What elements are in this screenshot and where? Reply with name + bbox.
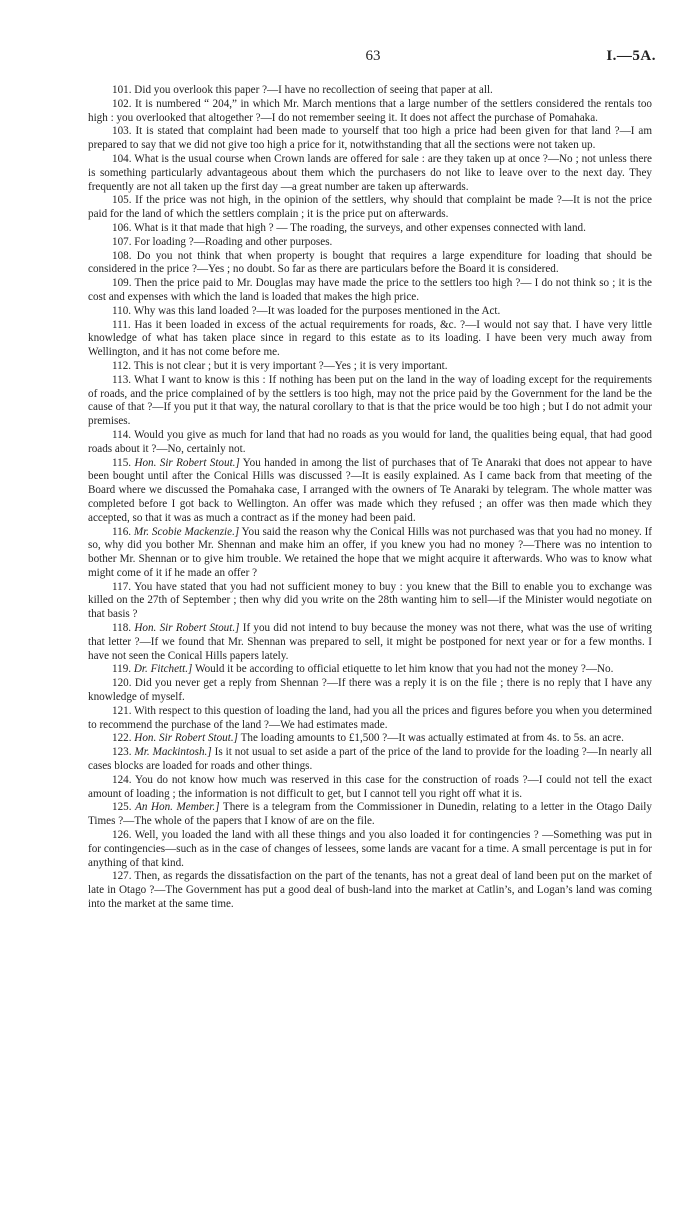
question-number: 110. <box>112 304 132 317</box>
paragraph-text: Has it been loaded in excess of the actual requirements for roads, &c. ?—I would not say that. I have very little knowledge of what has taken place since in regard to this estate as to its loading. I have been very much away from Wellington, and it has not come before me. <box>88 318 652 359</box>
question-number: 111. <box>112 318 131 331</box>
question-paragraph <box>88 526 652 581</box>
speaker-name: Hon. Sir Robert Stout.] <box>134 622 240 635</box>
paragraph-text: Then, as regards the dissatisfaction on the part of the tenants, has not a great deal of land been put on the market of late in Otago ?—The Government has put a good deal of bush-land into the market at Catlin’s, and Logan’s land was coming into the market at the same time. <box>88 870 652 911</box>
question-number: 112. <box>112 359 132 372</box>
question-number: 120. <box>112 677 132 690</box>
paragraph-text: You said the reason why the Conical Hills was not purchased was that you had no money. If so, why did you bother Mr. Shennan and make him an offer, if you knew you had no money ?—There was no intention to bother Mr. Shennan or to give him trouble. We retained the hope that we might acquire it afterwards. Who was to know what might come of it if he made an offer ? <box>88 525 653 579</box>
question-number: 118. <box>112 622 132 635</box>
paragraph-text: Did you never get a reply from Shennan ?—If there was a reply it is on the file ; there is no reply that I have any knowledge of myself. <box>88 677 652 704</box>
paragraph-text: If you did not intend to buy because the money was not there, what was the use of writing that letter ?—If we found that Mr. Shennan was prepared to sell, it might be postponed for next year or for a few months. I have not seen the Conical Hills papers lately. <box>88 622 652 662</box>
paragraph-text: The loading amounts to £1,500 ?—It was actually estimated at from 4s. to 5s. an acre. <box>240 732 624 745</box>
question-number: 122. <box>112 732 132 745</box>
question-number: 127. <box>112 870 132 883</box>
question-paragraph <box>88 829 652 870</box>
question-number: 117. <box>112 580 132 593</box>
question-number: 123. <box>112 746 132 759</box>
paragraph-text: You handed in among the list of purchases that of Te Anaraki that does not appear to have been bought until after the Conical Hills was discussed ?—It is easily explained. As I came back from that meeting of the Board where we discussed the Pomahaka case, I arranged with the owners of Te Anaraki by telegram. The whole matter was completed before I got back to Wellington. An offer was made which they refused ; an offer was then made which they accepted, so that it was as much a contract as if the money had been paid. <box>88 456 653 524</box>
question-number: 114. <box>112 428 132 441</box>
question-paragraph <box>88 705 652 733</box>
paragraph-text: What is it that made that high ? — The roading, the surveys, and other expenses connected with land. <box>134 221 586 234</box>
question-paragraph <box>88 374 652 429</box>
paragraph-text: Do you not think that when property is bought that requires a large expenditure for loading that should be considered in the price ?—Yes ; no doubt. So far as there are particulars before the Board it is considered. <box>88 249 652 276</box>
paragraph-text: You have stated that you had not sufficient money to buy : you knew that the Bill to enable you to exchange was killed on the 27th of September ; then why did you write on the 28th wanting him to sell—if the Minister would negotiate on that basis ? <box>88 580 653 621</box>
paragraph-text: For loading ?—Roading and other purposes. <box>134 235 333 248</box>
speaker-name: Mr. Scobie Mackenzie.] <box>133 525 240 538</box>
question-number: 103. <box>112 125 132 138</box>
question-paragraph <box>88 236 652 250</box>
question-paragraph <box>88 360 652 374</box>
question-paragraph <box>88 153 652 194</box>
question-number: 119. <box>112 663 132 676</box>
question-paragraph <box>88 84 652 98</box>
question-paragraph <box>88 457 652 526</box>
question-paragraph <box>88 774 652 802</box>
speaker-name: Mr. Mackintosh.] <box>134 746 212 759</box>
paragraph-text: This is not clear ; but it is very important ?—Yes ; it is very important. <box>133 359 448 372</box>
question-paragraph <box>88 801 652 829</box>
question-number: 105. <box>112 194 132 207</box>
question-number: 106. <box>112 221 132 234</box>
paragraph-text: Did you overlook this paper ?—I have no recollection of seeing that paper at all. <box>134 84 493 96</box>
speaker-name: Hon. Sir Robert Stout.] <box>134 456 240 469</box>
question-number: 126. <box>112 829 132 842</box>
question-paragraph <box>88 222 652 236</box>
question-number: 113. <box>112 373 132 386</box>
question-paragraph <box>88 98 652 126</box>
question-paragraph <box>88 250 652 278</box>
paragraph-text: Would you give as much for land that had no roads as you would for land, the qualities being equal, that had good roads about it ?—No, certainly not. <box>88 428 652 455</box>
paragraph-text: Would it be according to official etiquette to let him know that you had not the money ?—No. <box>194 663 614 676</box>
question-paragraph <box>88 429 652 457</box>
page-header <box>90 48 656 72</box>
paragraph-text: Then the price paid to Mr. Douglas may have made the price to the settlers too high ?— I do not think so ; it is the cost and expenses with which the land is loaded that makes the high price. <box>88 277 652 303</box>
paragraph-text: What is the usual course when Crown lands are offered for sale : are they taken up at once ?—No ; not unless there is something particularly advantageous about them which the purchasers do not like to leave over to the next day. They frequently are not all taken up the first day —a great number are taken up afterwards. <box>88 152 652 193</box>
body-text <box>88 84 652 912</box>
speaker-name: Dr. Fitchett.] <box>133 663 193 676</box>
question-paragraph <box>88 746 652 774</box>
question-number: 109. <box>112 277 132 290</box>
speaker-name: An Hon. Member.] <box>135 801 220 814</box>
paragraph-text: Well, you loaded the land with all these things and you also loaded it for contingencies ? —Something was put in for contingencies—such as in the case of changes of lessees, some lands are vacant for a time. A small percentage is put in for anything of that kind. <box>88 829 652 869</box>
question-paragraph <box>88 622 652 663</box>
question-paragraph <box>88 194 652 222</box>
question-paragraph <box>88 277 652 305</box>
paragraph-text: If the price was not high, in the opinion of the settlers, why should that complaint be made ?—It is not the price paid for the land of which the settlers complain ; it is the price put on afterwards. <box>88 194 652 221</box>
paragraph-text: It is stated that complaint had been made to yourself that too high a price had been given for that land ?—I am prepared to say that we did not give too high a price for it, notwithstanding that all the sections were not taken up. <box>88 125 652 152</box>
question-paragraph <box>88 677 652 705</box>
question-number: 108. <box>112 249 132 262</box>
question-paragraph <box>88 732 652 746</box>
question-number: 115. <box>112 456 132 469</box>
paragraph-text: Why was this land loaded ?—It was loaded for the purposes mentioned in the Act. <box>133 304 501 317</box>
question-paragraph <box>88 663 652 677</box>
paragraph-text: You do not know how much was reserved in this case for the construction of roads ?—I could not tell the exact amount of loading ; the information is not difficult to get, but I cannot tell you right off what it is. <box>88 773 652 800</box>
paragraph-text: It is numbered “ 204,” in which Mr. March mentions that a large number of the settlers considered the rentals too high : you overlooked that altogether ?—I do not remember seeing it. It does not affect the purchase of Pomahaka. <box>88 97 652 124</box>
paragraph-text: What I want to know is this : If nothing has been put on the land in the way of loading except for the requirements of roads, and the price complained of by the settlers is too high, may not the price paid by the Government for the land be the cause of that ?—If you put it that way, the natural corollary to that is that the price would be too high ; but I do not admit your premises. <box>88 373 652 428</box>
question-paragraph <box>88 305 652 319</box>
question-paragraph <box>88 319 652 360</box>
question-number: 124. <box>112 773 132 786</box>
question-number: 102. <box>112 97 132 110</box>
speaker-name: Hon. Sir Robert Stout.] <box>134 732 238 745</box>
question-number: 107. <box>112 235 132 248</box>
document-reference: I.—5A. <box>606 48 656 64</box>
question-paragraph <box>88 581 652 622</box>
question-number: 125. <box>112 801 132 814</box>
paragraph-text: With respect to this question of loading the land, had you all the prices and figures before you when you determined to recommend the purchase of the land ?—We had estimates made. <box>88 704 652 731</box>
question-number: 101. <box>112 84 132 96</box>
question-number: 104. <box>112 152 132 165</box>
question-number: 116. <box>112 525 132 538</box>
question-number: 121. <box>112 704 132 717</box>
question-paragraph <box>88 870 652 911</box>
page-number: 63 <box>365 48 381 64</box>
question-paragraph <box>88 125 652 153</box>
paragraph-text: Is it not usual to set aside a part of the price of the land to provide for the loading ?—In nearly all cases blocks are loaded for roads and other things. <box>88 746 652 773</box>
paragraph-text: There is a telegram from the Commissioner in Dunedin, relating to a letter in the Otago Daily Times ?—The whole of the papers that I know of are on the file. <box>88 801 652 828</box>
